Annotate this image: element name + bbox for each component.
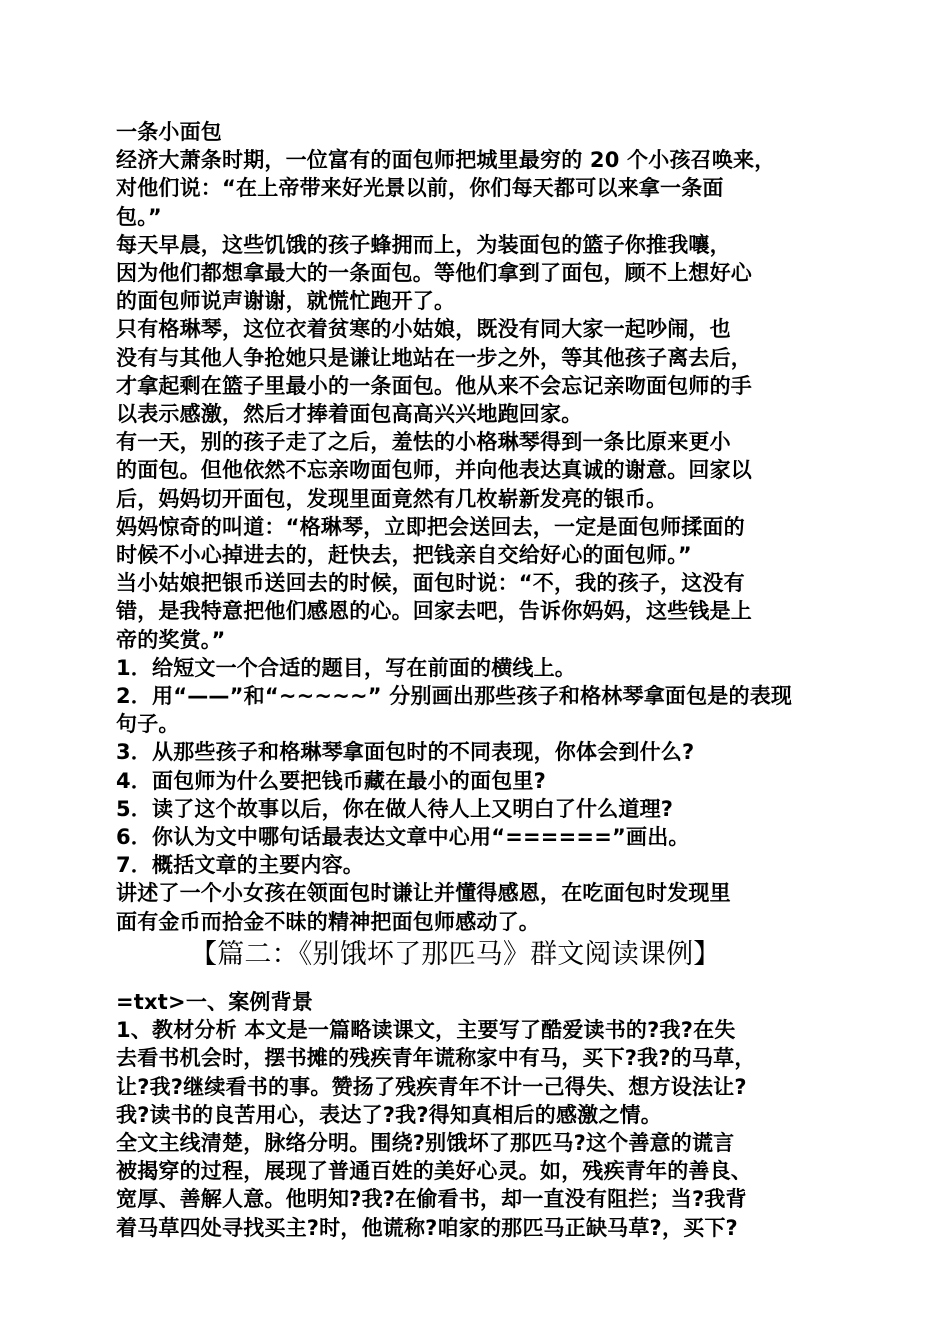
text-line: 经济大萧条时期，一位富有的面包师把城里最穷的 20 个小孩召唤来， (116, 148, 776, 173)
text-line: 被揭穿的过程，展现了普通百姓的美好心灵。如，残疾青年的善良、 (116, 1159, 752, 1184)
text-line: 每天早晨，这些饥饿的孩子蜂拥而上，为装面包的篮子你推我嚷， (116, 232, 731, 257)
text-line: 才拿起剩在篮子里最小的一条面包。他从来不会忘记亲吻面包师的手 (116, 373, 752, 398)
question-line: 句子。 (116, 712, 180, 737)
text-line: 妈妈惊奇的叫道：“格琳琴，立即把会送回去，一定是面包师揉面的 (116, 514, 745, 539)
text-line: 我?读书的良苦用心，表达了?我?得知真相后的感激之情。 (116, 1102, 662, 1127)
text-line: 以表示感激，然后才捧着面包高高兴兴地跑回家。 (116, 402, 583, 427)
text-line: 当小姑娘把银币送回去的时候，面包时说：“不，我的孩子，这没有 (116, 571, 745, 596)
text-line: 对他们说：“在上帝带来好光景以前，你们每天都可以来拿一条面 (116, 176, 724, 201)
text-line: 宽厚、善解人意。他明知?我?在偷看书，却一直没有阻拦；当?我背 (116, 1187, 747, 1212)
question-line: 3．从那些孩子和格琳琴拿面包时的不同表现，你体会到什么? (116, 740, 695, 765)
question-line: 4．面包师为什么要把钱币藏在最小的面包里? (116, 768, 546, 793)
text-line: 的面包师说声谢谢，就慌忙跑开了。 (116, 289, 456, 314)
question-line: 6．你认为文中哪句话最表达文章中心用“======”画出。 (116, 825, 690, 850)
text-line: 让?我?继续看书的事。赞扬了残疾青年不计一己得失、想方设法让? (116, 1074, 747, 1099)
answer-line: 讲述了一个小女孩在领面包时谦让并懂得感恩，在吃面包时发现里 (116, 881, 731, 906)
text-line: 着马草四处寻找买主?时，他谎称?咱家的那匹马正缺马草?，买下? (116, 1215, 738, 1240)
text-line: 因为他们都想拿最大的一条面包。等他们拿到了面包，顾不上想好心 (116, 261, 752, 286)
text-line: 帝的奖赏。” (116, 627, 226, 652)
text-line: 去看书机会时，摆书摊的残疾青年谎称家中有马，买下?我?的马草， (116, 1046, 756, 1071)
story-title: 一条小面包 (116, 120, 222, 144)
text-line: 时候不小心掉进去的，赶快去，把钱亲自交给好心的面包师。” (116, 543, 692, 568)
text-line: 包。” (116, 204, 162, 229)
case-text (116, 988, 840, 1242)
section-title: 【篇二：《别饿坏了那匹马》群文阅读课例】 (190, 938, 721, 970)
text-line: 后，妈妈切开面包，发现里面竟然有几枚崭新发亮的银币。 (116, 486, 668, 511)
text-line: 只有格琳琴，这位衣着贫寒的小姑娘，既没有同大家一起吵闹，也 (116, 317, 731, 342)
question-line: 2．用“——”和“~~~~~” 分别画出那些孩子和格林琴拿面包是的表现 (116, 684, 793, 709)
text-line: 错，是我特意把他们感恩的心。回家去吧，告诉你妈妈，这些钱是上 (116, 599, 752, 624)
story-text (116, 118, 840, 936)
document-page (116, 118, 840, 1242)
text-line: 的面包。但他依然不忘亲吻面包师，并向他表达真诚的谢意。回家以 (116, 458, 752, 483)
text-line: 没有与其他人争抢她只是谦让地站在一步之外，等其他孩子离去后， (116, 345, 752, 370)
text-line: 有一天，别的孩子走了之后，羞怯的小格琳琴得到一条比原来更小 (116, 430, 731, 455)
question-line: 7．概括文章的主要内容。 (116, 853, 365, 878)
question-line: 5．读了这个故事以后，你在做人待人上又明白了什么道理? (116, 796, 674, 821)
text-line: 1、教材分析 本文是一篇略读课文，主要写了酷爱读书的?我?在失 (116, 1018, 736, 1043)
text-line: 全文主线清楚，脉络分明。围绕?别饿坏了那匹马?这个善意的谎言 (116, 1130, 735, 1155)
answer-line: 面有金币而拾金不昧的精神把面包师感动了。 (116, 909, 540, 934)
question-line: 1．给短文一个合适的题目，写在前面的横线上。 (116, 655, 577, 680)
case-heading: =txt>一、案例背景 (116, 989, 314, 1014)
